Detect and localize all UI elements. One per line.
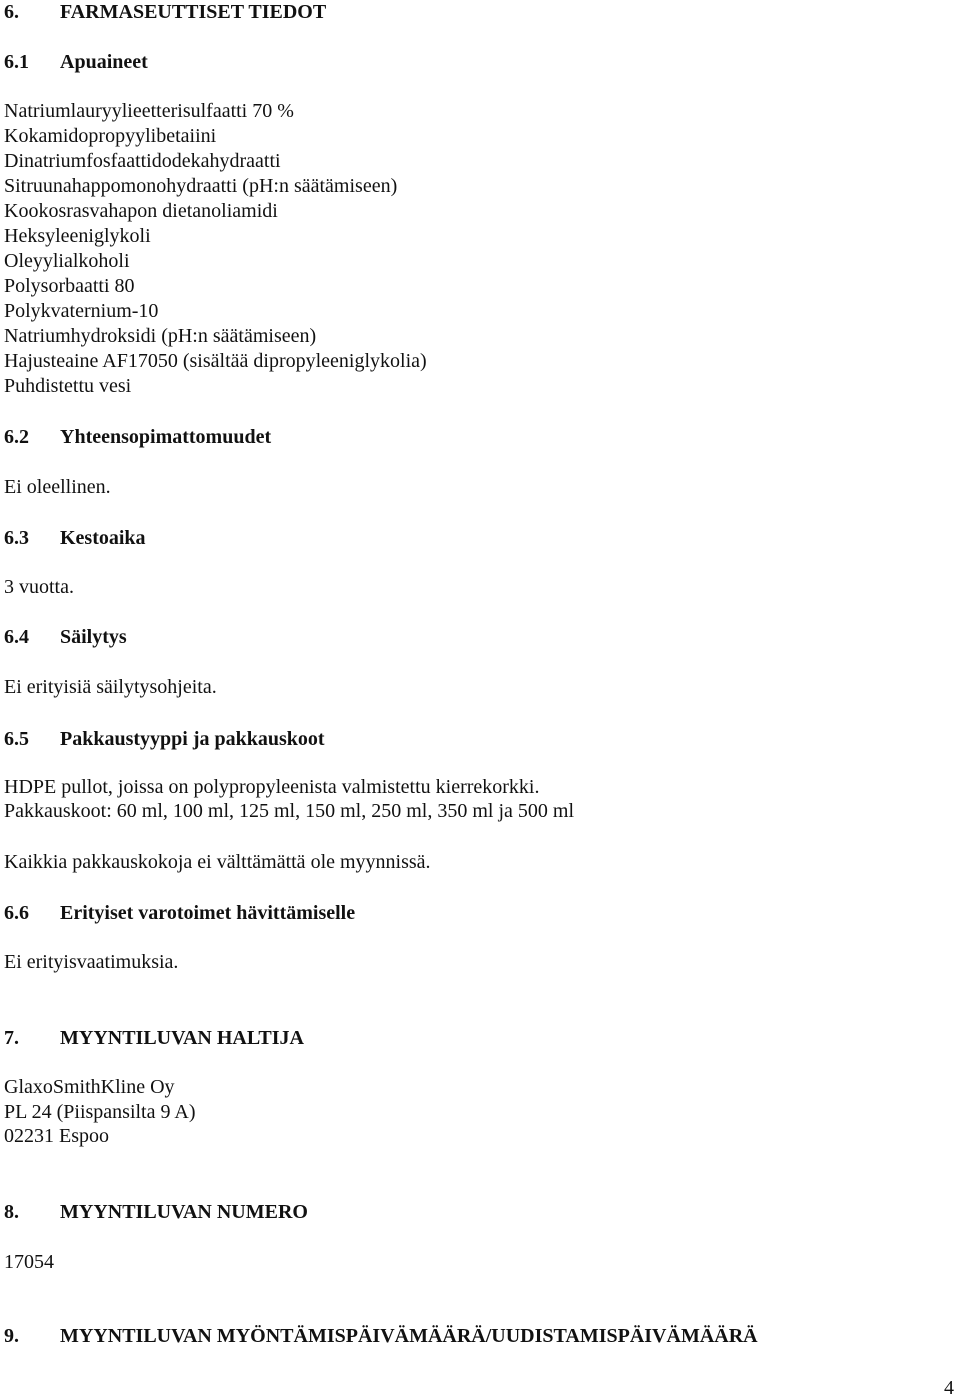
list-item: Natriumhydroksidi (pH:n säätämiseen)	[4, 325, 317, 347]
list-item: Natriumlauryylieetterisulfaatti 70 %	[4, 100, 294, 122]
section-6-5-heading	[4, 727, 325, 751]
list-item: Kookosrasvahapon dietanoliamidi	[4, 200, 278, 222]
section-6-3-text: 3 vuotta.	[4, 576, 74, 598]
section-title: Kestoaika	[60, 527, 146, 549]
section-6-2-heading	[4, 425, 271, 449]
section-6-heading	[4, 0, 326, 24]
holder-address: PL 24 (Piispansilta 9 A)	[4, 1101, 196, 1123]
section-6-1-heading	[4, 50, 148, 74]
section-title: FARMASEUTTISET TIEDOT	[60, 1, 327, 23]
section-number: 7.	[4, 1027, 19, 1049]
section-number: 6.4	[4, 626, 29, 648]
section-title: Apuaineet	[60, 51, 148, 73]
section-number: 6.1	[4, 51, 29, 73]
section-title: MYYNTILUVAN NUMERO	[60, 1201, 308, 1223]
list-item: Oleyylialkoholi	[4, 250, 130, 272]
pack-availability-text: Kaikkia pakkauskokoja ei välttämättä ole myynnissä.	[4, 851, 431, 873]
section-9-heading	[4, 1324, 758, 1348]
section-6-2-text: Ei oleellinen.	[4, 476, 111, 498]
list-item: Polykvaternium-10	[4, 300, 159, 322]
section-6-6-heading	[4, 901, 355, 925]
holder-name: GlaxoSmithKline Oy	[4, 1076, 175, 1098]
list-item: Polysorbaatti 80	[4, 275, 135, 297]
section-number: 8.	[4, 1201, 19, 1223]
section-6-6-text: Ei erityisvaatimuksia.	[4, 951, 179, 973]
section-number: 6.5	[4, 728, 29, 750]
section-number: 9.	[4, 1325, 19, 1347]
packaging-text: HDPE pullot, joissa on polypropyleenista valmistettu kierrekorkki.	[4, 776, 540, 798]
section-8-heading	[4, 1200, 308, 1224]
section-6-3-heading	[4, 526, 146, 550]
authorisation-number: 17054	[4, 1251, 54, 1273]
section-7-heading	[4, 1026, 304, 1050]
section-title: Säilytys	[60, 626, 127, 648]
section-title: Yhteensopimattomuudet	[60, 426, 272, 448]
section-title: Erityiset varotoimet hävittämiselle	[60, 902, 356, 924]
section-title: MYYNTILUVAN MYÖNTÄMISPÄIVÄMÄÄRÄ/UUDISTAMISPÄIVÄMÄÄRÄ	[60, 1325, 758, 1347]
section-number: 6.2	[4, 426, 29, 448]
list-item: Puhdistettu vesi	[4, 375, 132, 397]
holder-postcode-city: 02231 Espoo	[4, 1125, 109, 1147]
section-title: MYYNTILUVAN HALTIJA	[60, 1027, 304, 1049]
list-item: Kokamidopropyylibetaiini	[4, 125, 217, 147]
section-6-4-heading	[4, 625, 127, 649]
section-number: 6.3	[4, 527, 29, 549]
section-number: 6.	[4, 1, 19, 23]
list-item: Heksyleeniglykoli	[4, 225, 151, 247]
page-number: 4	[944, 1377, 954, 1399]
pack-sizes-text: Pakkauskoot: 60 ml, 100 ml, 125 ml, 150 ml, 250 ml, 350 ml ja 500 ml	[4, 800, 574, 822]
list-item: Hajusteaine AF17050 (sisältää dipropyleeniglykolia)	[4, 350, 427, 372]
list-item: Dinatriumfosfaattidodekahydraatti	[4, 150, 281, 172]
section-title: Pakkaustyyppi ja pakkauskoot	[60, 728, 325, 750]
section-6-4-text: Ei erityisiä säilytysohjeita.	[4, 676, 217, 698]
section-number: 6.6	[4, 902, 29, 924]
list-item: Sitruunahappomonohydraatti (pH:n säätämiseen)	[4, 175, 398, 197]
